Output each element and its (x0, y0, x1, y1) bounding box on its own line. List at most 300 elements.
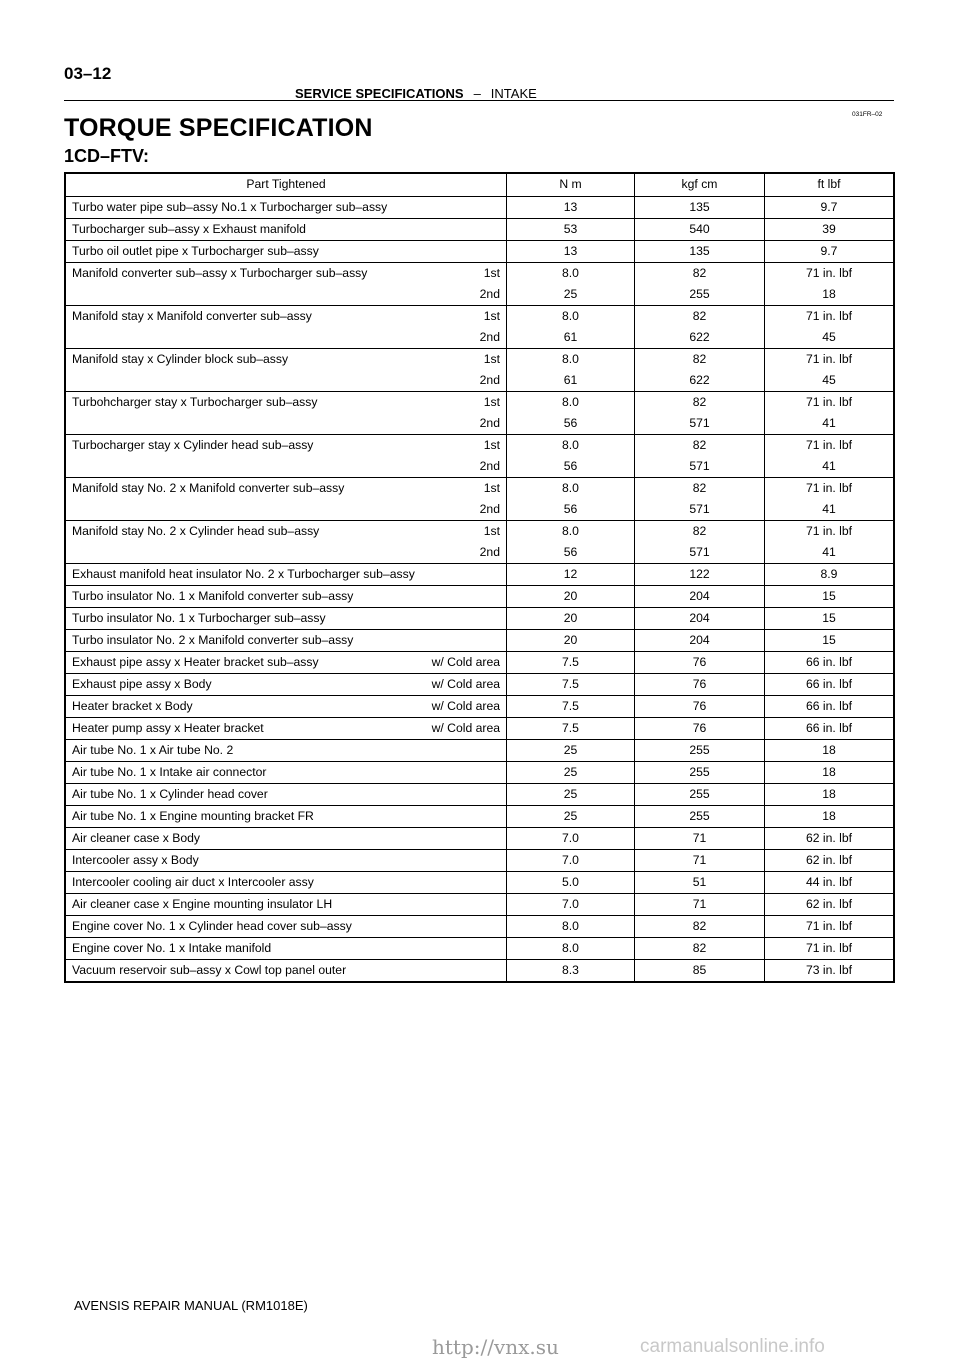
table-row (65, 762, 894, 784)
value: 82 (692, 309, 707, 323)
table-row (65, 564, 894, 586)
cell-ft (765, 872, 895, 894)
part-name: Exhaust manifold heat insulator No. 2 x Turbocharger sub–assy (72, 567, 415, 581)
value: 7.0 (562, 831, 579, 845)
cell-part (65, 674, 507, 696)
value: 571 (689, 459, 710, 473)
part-condition (480, 478, 500, 520)
condition-line: w/ Cold area (431, 699, 500, 713)
condition-line: w/ Cold area (431, 677, 500, 691)
cell-nm (507, 960, 635, 983)
part-name: Turbo insulator No. 1 x Manifold converter sub–assy (72, 589, 354, 603)
value: 76 (692, 721, 707, 735)
condition-line: 1st (483, 524, 500, 538)
part-name: Engine cover No. 1 x Cylinder head cover sub–assy (72, 919, 352, 933)
value: 61 (563, 330, 578, 344)
header-rule (64, 100, 894, 101)
condition-line: 1st (483, 481, 500, 495)
cell-part (65, 828, 507, 850)
doc-code: 031FR–02 (852, 111, 883, 118)
part-name: Air cleaner case x Engine mounting insulator LH (72, 897, 333, 911)
value: 71 (692, 897, 707, 911)
cell-nm (507, 696, 635, 718)
table-row (65, 586, 894, 608)
table-header-row (65, 173, 894, 197)
value: 8.0 (562, 352, 579, 366)
part-condition (432, 652, 500, 673)
table-row (65, 960, 894, 983)
part-name: Vacuum reservoir sub–assy x Cowl top panel outer (72, 963, 347, 977)
cell-part (65, 872, 507, 894)
value: 71 (692, 831, 707, 845)
value: 204 (689, 589, 710, 603)
value: 71 in. lbf (805, 309, 853, 323)
value: 62 in. lbf (805, 853, 853, 867)
value: 25 (563, 743, 578, 757)
cell-part (65, 894, 507, 916)
cell-part (65, 630, 507, 652)
condition-line: w/ Cold area (431, 655, 500, 669)
part-condition (480, 263, 500, 305)
cell-kgf (635, 762, 765, 784)
cell-kgf (635, 674, 765, 696)
cell-ft (765, 306, 895, 349)
cell-nm (507, 241, 635, 263)
cell-ft (765, 392, 895, 435)
part-name: Exhaust pipe assy x Heater bracket sub–assy (72, 655, 319, 669)
cell-kgf (635, 718, 765, 740)
part-name: Engine cover No. 1 x Intake manifold (72, 941, 272, 955)
cell-ft (765, 263, 895, 306)
condition-line: 1st (483, 352, 500, 366)
value: 71 in. lbf (805, 919, 853, 933)
cell-part (65, 784, 507, 806)
cell-ft (765, 718, 895, 740)
cell-ft (765, 241, 895, 263)
part-condition (432, 696, 500, 717)
part-name: Exhaust pipe assy x Body (72, 677, 212, 691)
cell-nm (507, 652, 635, 674)
part-name: Manifold stay x Cylinder block sub–assy (72, 352, 289, 366)
value: 20 (563, 633, 578, 647)
value: 82 (692, 524, 707, 538)
cell-ft (765, 894, 895, 916)
cell-nm (507, 916, 635, 938)
cell-kgf (635, 960, 765, 983)
table-row (65, 630, 894, 652)
value: 571 (689, 502, 710, 516)
part-name: Turbocharger sub–assy x Exhaust manifold (72, 222, 306, 236)
part-condition (480, 306, 500, 348)
table-row (65, 652, 894, 674)
table-row (65, 916, 894, 938)
value: 76 (692, 677, 707, 691)
value: 7.5 (562, 721, 579, 735)
cell-part (65, 306, 507, 349)
table-row (65, 435, 894, 478)
value: 255 (689, 765, 710, 779)
cell-ft (765, 938, 895, 960)
cell-part (65, 652, 507, 674)
part-name: Intercooler cooling air duct x Intercooler assy (72, 875, 314, 889)
part-name: Manifold stay No. 2 x Manifold converter sub–assy (72, 481, 345, 495)
value: 18 (822, 287, 836, 301)
part-condition (480, 521, 500, 563)
value: 8.0 (562, 309, 579, 323)
value: 12 (563, 567, 578, 581)
value: 8.0 (562, 919, 579, 933)
cell-nm (507, 806, 635, 828)
cell-kgf (635, 652, 765, 674)
condition-line: 1st (483, 395, 500, 409)
cell-kgf (635, 630, 765, 652)
cell-part (65, 263, 507, 306)
condition-line: 2nd (479, 502, 500, 516)
part-name: Manifold converter sub–assy x Turbocharger sub–assy (72, 266, 368, 280)
condition-line: 1st (483, 266, 500, 280)
part-condition (480, 392, 500, 434)
cell-part (65, 197, 507, 219)
cell-kgf (635, 478, 765, 521)
part-name: Manifold stay No. 2 x Cylinder head sub–assy (72, 524, 320, 538)
part-name: Air tube No. 1 x Cylinder head cover (72, 787, 268, 801)
cell-kgf (635, 241, 765, 263)
cell-kgf (635, 916, 765, 938)
value: 62 in. lbf (805, 897, 853, 911)
cell-ft (765, 652, 895, 674)
value: 5.0 (562, 875, 579, 889)
cell-ft (765, 762, 895, 784)
value: 571 (689, 416, 710, 430)
cell-ft (765, 608, 895, 630)
value: 15 (822, 633, 836, 647)
cell-part (65, 219, 507, 241)
cell-kgf (635, 219, 765, 241)
cell-part (65, 521, 507, 564)
cell-ft (765, 521, 895, 564)
part-condition (480, 349, 500, 391)
cell-kgf (635, 828, 765, 850)
value: 8.0 (562, 438, 579, 452)
cell-part (65, 718, 507, 740)
cell-ft (765, 435, 895, 478)
part-name: Heater pump assy x Heater bracket (72, 721, 264, 735)
value: 61 (563, 373, 578, 387)
part-condition (432, 674, 500, 695)
value: 7.5 (562, 677, 579, 691)
value: 56 (563, 459, 578, 473)
value: 82 (692, 481, 707, 495)
cell-part (65, 916, 507, 938)
cell-part (65, 806, 507, 828)
table-row (65, 608, 894, 630)
section-title (295, 86, 537, 101)
page-title: TORQUE SPECIFICATION (64, 114, 373, 142)
cell-nm (507, 740, 635, 762)
value: 8.0 (562, 395, 579, 409)
value: 82 (692, 941, 707, 955)
value: 20 (563, 589, 578, 603)
table-row (65, 197, 894, 219)
cell-kgf (635, 894, 765, 916)
condition-line: 2nd (479, 459, 500, 473)
value: 66 in. lbf (805, 655, 853, 669)
value: 15 (822, 611, 836, 625)
part-name: Air tube No. 1 x Engine mounting bracket FR (72, 809, 314, 823)
table-row (65, 696, 894, 718)
value: 71 in. lbf (805, 941, 853, 955)
value: 71 in. lbf (805, 395, 853, 409)
cell-part (65, 241, 507, 263)
value: 255 (689, 787, 710, 801)
value: 122 (689, 567, 710, 581)
cell-nm (507, 564, 635, 586)
value: 76 (692, 699, 707, 713)
section-separator: – (473, 86, 481, 101)
value: 8.0 (562, 524, 579, 538)
cell-ft (765, 784, 895, 806)
cell-nm (507, 828, 635, 850)
cell-nm (507, 762, 635, 784)
part-name: Turbo water pipe sub–assy No.1 x Turbocharger sub–assy (72, 200, 388, 214)
value: 255 (689, 809, 710, 823)
value: 25 (563, 765, 578, 779)
cell-part (65, 696, 507, 718)
cell-kgf (635, 740, 765, 762)
cell-nm (507, 586, 635, 608)
cell-kgf (635, 392, 765, 435)
condition-line: 1st (483, 309, 500, 323)
value: 66 in. lbf (805, 721, 853, 735)
value: 25 (563, 787, 578, 801)
condition-line: 2nd (479, 416, 500, 430)
cell-nm (507, 219, 635, 241)
value: 135 (689, 200, 710, 214)
cell-part (65, 850, 507, 872)
cell-kgf (635, 564, 765, 586)
value: 8.3 (562, 963, 579, 977)
condition-line: 2nd (479, 545, 500, 559)
value: 82 (692, 395, 707, 409)
value: 25 (563, 809, 578, 823)
cell-nm (507, 349, 635, 392)
cell-ft (765, 960, 895, 983)
part-name: Air cleaner case x Body (72, 831, 201, 845)
value: 56 (563, 416, 578, 430)
part-name: Intercooler assy x Body (72, 853, 199, 867)
value: 204 (689, 633, 710, 647)
cell-ft (765, 219, 895, 241)
value: 82 (692, 919, 707, 933)
value: 66 in. lbf (805, 677, 853, 691)
page-number: 03–12 (64, 64, 112, 83)
value: 8.9 (820, 567, 838, 581)
engine-label: 1CD–FTV: (64, 146, 150, 166)
table-row (65, 478, 894, 521)
cell-part (65, 938, 507, 960)
table-row (65, 718, 894, 740)
cell-part (65, 608, 507, 630)
value: 41 (822, 545, 836, 559)
table-row (65, 392, 894, 435)
table-row (65, 740, 894, 762)
value: 85 (692, 963, 707, 977)
cell-nm (507, 894, 635, 916)
cell-nm (507, 608, 635, 630)
value: 9.7 (820, 200, 838, 214)
condition-line: 1st (483, 438, 500, 452)
value: 44 in. lbf (805, 875, 853, 889)
value: 18 (822, 743, 836, 757)
value: 71 in. lbf (805, 438, 853, 452)
cell-kgf (635, 349, 765, 392)
col-nm: N m (507, 173, 635, 197)
cell-nm (507, 850, 635, 872)
cell-ft (765, 828, 895, 850)
cell-ft (765, 696, 895, 718)
table-row (65, 872, 894, 894)
value: 41 (822, 502, 836, 516)
value: 41 (822, 459, 836, 473)
col-ft: ft lbf (765, 173, 895, 197)
value: 18 (822, 765, 836, 779)
part-name: Air tube No. 1 x Intake air connector (72, 765, 267, 779)
cell-kgf (635, 696, 765, 718)
col-kgf: kgf cm (635, 173, 765, 197)
table-row (65, 349, 894, 392)
part-name: Manifold stay x Manifold converter sub–assy (72, 309, 312, 323)
value: 76 (692, 655, 707, 669)
value: 82 (692, 266, 707, 280)
table-row (65, 521, 894, 564)
cell-kgf (635, 938, 765, 960)
watermark[interactable]: http://vnx.su (432, 1335, 559, 1359)
value: 56 (563, 545, 578, 559)
table-row (65, 241, 894, 263)
value: 66 in. lbf (805, 699, 853, 713)
cell-kgf (635, 521, 765, 564)
cell-ft (765, 349, 895, 392)
part-name: Turbo insulator No. 1 x Turbocharger sub–assy (72, 611, 326, 625)
cell-ft (765, 478, 895, 521)
table-row (65, 784, 894, 806)
part-name: Turbo insulator No. 2 x Manifold converter sub–assy (72, 633, 354, 647)
value: 135 (689, 244, 710, 258)
cell-kgf (635, 850, 765, 872)
value: 20 (563, 611, 578, 625)
table-row (65, 806, 894, 828)
value: 7.5 (562, 655, 579, 669)
cell-kgf (635, 197, 765, 219)
cell-nm (507, 784, 635, 806)
value: 18 (822, 787, 836, 801)
table-row (65, 674, 894, 696)
cell-kgf (635, 586, 765, 608)
cell-ft (765, 850, 895, 872)
cell-part (65, 762, 507, 784)
cell-part (65, 349, 507, 392)
cell-nm (507, 718, 635, 740)
torque-table (64, 172, 895, 983)
value: 540 (689, 222, 710, 236)
part-name: Turbohcharger stay x Turbocharger sub–assy (72, 395, 318, 409)
value: 45 (822, 373, 836, 387)
value: 53 (563, 222, 578, 236)
value: 8.0 (562, 941, 579, 955)
col-part: Part Tightened (65, 173, 507, 197)
section-name: SERVICE SPECIFICATIONS (295, 86, 464, 101)
cell-ft (765, 197, 895, 219)
cell-part (65, 586, 507, 608)
cell-ft (765, 806, 895, 828)
value: 7.0 (562, 853, 579, 867)
cell-nm (507, 521, 635, 564)
cell-ft (765, 674, 895, 696)
cell-nm (507, 197, 635, 219)
condition-line: 2nd (479, 373, 500, 387)
value: 7.5 (562, 699, 579, 713)
cell-kgf (635, 784, 765, 806)
table-row (65, 306, 894, 349)
watermark-site: carmanualsonline.info (640, 1336, 825, 1357)
part-name: Turbocharger stay x Cylinder head sub–assy (72, 438, 314, 452)
value: 82 (692, 352, 707, 366)
cell-nm (507, 674, 635, 696)
value: 15 (822, 589, 836, 603)
value: 622 (689, 373, 710, 387)
part-name: Air tube No. 1 x Air tube No. 2 (72, 743, 234, 757)
cell-part (65, 564, 507, 586)
value: 62 in. lbf (805, 831, 853, 845)
cell-part (65, 740, 507, 762)
value: 41 (822, 416, 836, 430)
table-row (65, 828, 894, 850)
value: 73 in. lbf (805, 963, 853, 977)
cell-ft (765, 586, 895, 608)
part-name: Turbo oil outlet pipe x Turbocharger sub–assy (72, 244, 319, 258)
cell-part (65, 435, 507, 478)
value: 39 (822, 222, 836, 236)
value: 71 in. lbf (805, 524, 853, 538)
value: 71 in. lbf (805, 266, 853, 280)
value: 45 (822, 330, 836, 344)
value: 71 in. lbf (805, 481, 853, 495)
cell-ft (765, 564, 895, 586)
value: 255 (689, 743, 710, 757)
cell-nm (507, 435, 635, 478)
cell-part (65, 478, 507, 521)
cell-ft (765, 740, 895, 762)
cell-part (65, 960, 507, 983)
table-row (65, 219, 894, 241)
value: 622 (689, 330, 710, 344)
table-row (65, 894, 894, 916)
part-name: Heater bracket x Body (72, 699, 193, 713)
cell-kgf (635, 263, 765, 306)
footer: AVENSIS REPAIR MANUAL (RM1018E) (74, 1298, 308, 1313)
cell-kgf (635, 806, 765, 828)
condition-line: 2nd (479, 330, 500, 344)
value: 8.0 (562, 481, 579, 495)
cell-nm (507, 630, 635, 652)
value: 25 (563, 287, 578, 301)
cell-kgf (635, 306, 765, 349)
cell-nm (507, 478, 635, 521)
cell-kgf (635, 608, 765, 630)
value: 13 (563, 244, 578, 258)
cell-part (65, 392, 507, 435)
part-condition (480, 435, 500, 477)
